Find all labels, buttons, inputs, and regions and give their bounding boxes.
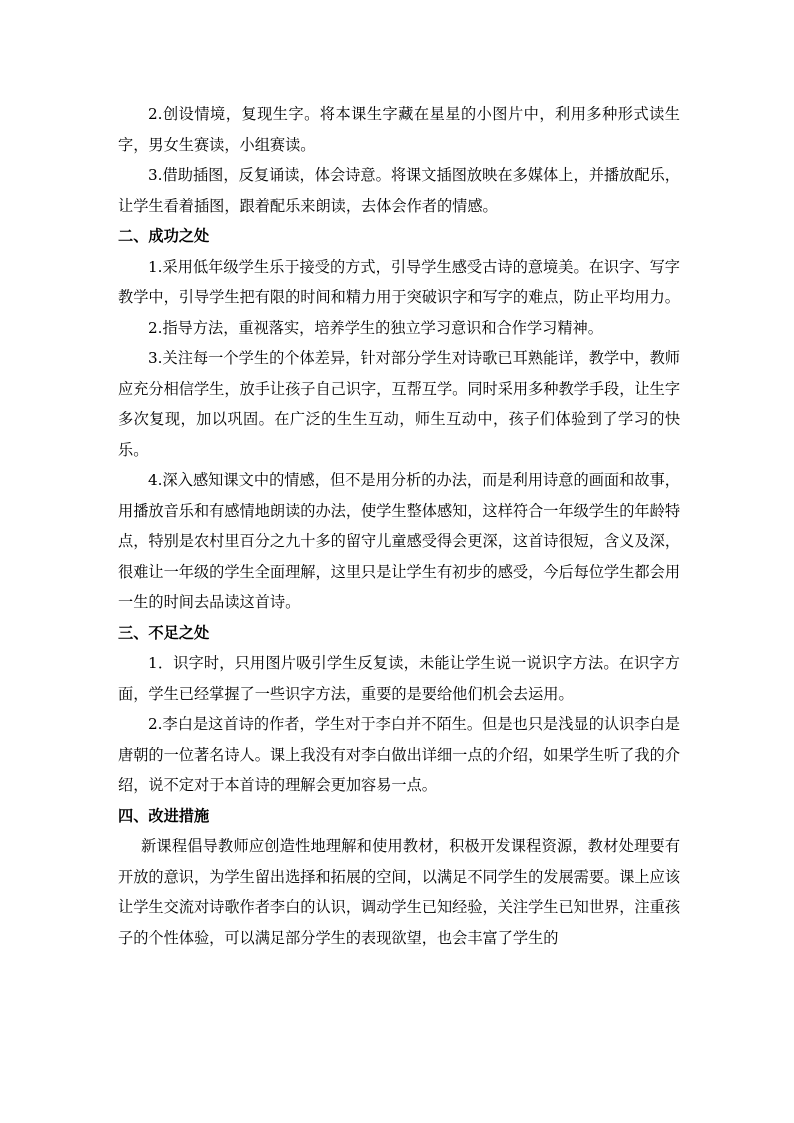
document-body xyxy=(118,99,680,953)
paragraph-success-1: 1.采用低年级学生乐于接受的方式，引导学生感受古诗的意境美。在识字、写字教学中，引导学生把有限的时间和精力用于突破识字和写字的难点，防止平均用力。 xyxy=(118,257,680,306)
paragraph-improvement: 新课程倡导教师应创造性地理解和使用教材，积极开发课程资源，教材处理要有开放的意识，为学生留出选择和拓展的空间，以满足不同学生的发展需要。课上应该让学生交流对诗歌作者李白的认识，调动学生已知经验，关注学生已知世界，注重孩子的个性体验，可以满足部分学生的表现欲望，也会丰富了学生的 xyxy=(118,837,680,947)
paragraph-shortcoming-2: 2.李白是这首诗的作者，学生对于李白并不陌生。但是也只是浅显的认识李白是唐朝的一位著名诗人。课上我没有对李白做出详细一点的介绍，如果学生听了我的介绍，说不定对于本首诗的理解会更加容易一点。 xyxy=(118,715,680,794)
section-heading-successes: 二、成功之处 xyxy=(118,227,210,245)
paragraph-illustration-recitation: 3.借助插图，反复诵读，体会诗意。将课文插图放映在多媒体上，并播放配乐，让学生看着插图，跟着配乐来朗读，去体会作者的情感。 xyxy=(118,166,680,215)
paragraph-success-3: 3.关注每一个学生的个体差异，针对部分学生对诗歌已耳熟能详，教学中，教师应充分相信学生，放手让孩子自己识字，互帮互学。同时采用多种教学手段，让生字多次复现，加以巩固。在广泛的生生互动，师生互动中，孩子们体验到了学习的快乐。 xyxy=(118,349,680,459)
paragraph-success-4: 4.深入感知课文中的情感，但不是用分析的办法，而是利用诗意的画面和故事，用播放音乐和有感情地朗读的办法，使学生整体感知，这样符合一年级学生的年龄特点，特别是农村里百分之九十多的留守儿童感受得会更深，这首诗很短，含义及深，很难让一年级的学生全面理解，这里只是让学生有初步的感受，今后每位学生都会用一生的时间去品读这首诗。 xyxy=(118,471,680,611)
paragraph-create-situation: 2.创设情境，复现生字。将本课生字藏在星星的小图片中，利用多种形式读生字，男女生赛读，小组赛读。 xyxy=(118,105,680,154)
section-heading-improvements: 四、改进措施 xyxy=(118,806,210,825)
section-heading-shortcomings: 三、不足之处 xyxy=(118,623,210,642)
paragraph-success-2: 2.指导方法，重视落实，培养学生的独立学习意识和合作学习精神。 xyxy=(148,318,603,337)
paragraph-shortcoming-1: 1．识字时，只用图片吸引学生反复读，未能让学生说一说识字方法。在识字方面，学生已经掌握了一些识字方法，重要的是要给他们机会去运用。 xyxy=(118,654,680,703)
